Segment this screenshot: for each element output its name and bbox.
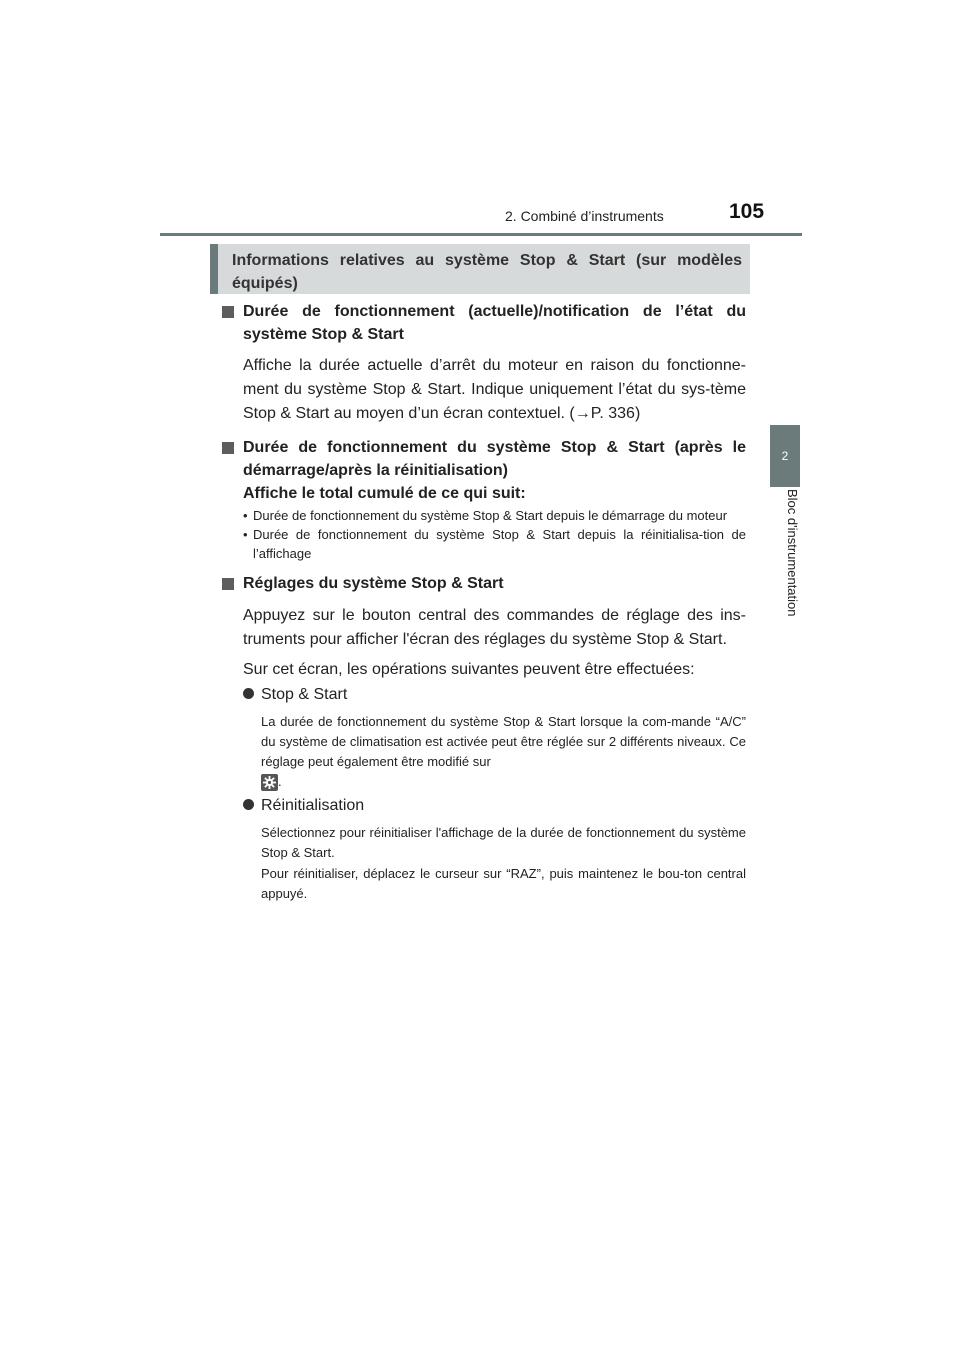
page-content (222, 300, 746, 904)
note-reinitialisation-2: Pour réinitialiser, déplacez le curseur sur “RAZ”, puis maintenez le bou-ton central appuyé. (261, 866, 746, 901)
section-header (210, 244, 750, 294)
round-bullet-icon (243, 799, 254, 810)
paragraph-reglages-1: Appuyez sur le bouton central des commandes de réglage des ins-truments pour afficher l'écran des réglages du système Stop & Start. (243, 607, 746, 648)
paragraph-duree-actuelle: Affiche la durée actuelle d’arrêt du moteur en raison du fonctionne-ment du système Stop & Start. Indique uniquement l’état du sys-tème Stop & Start au moyen d’un écran contextuel. (→P. 336) (243, 357, 746, 422)
option-label: Stop & Start (261, 686, 348, 703)
section-title: Informations relatives au système Stop & Start (sur modèles équipés) (232, 252, 742, 292)
chapter-tab-label-text: Bloc d'instrumentation (785, 489, 800, 617)
list-item-text: Durée de fonctionnement du système Stop & Start depuis la réinitialisa-tion de l’affichage (253, 527, 746, 561)
square-bullet-icon (222, 306, 234, 318)
square-bullet-icon (222, 578, 234, 590)
note-stop-start (222, 712, 746, 792)
heading-text: Réglages du système Stop & Start (243, 575, 504, 592)
note-text: La durée de fonctionnement du système Stop & Start lorsque la com-mande “A/C” du système de climatisation est activée peut être réglée sur 2 différents niveaux. Ce réglage peut également être modifié sur (261, 714, 746, 769)
note-text-end: . (278, 774, 282, 789)
heading-text: Durée de fonctionnement (actuelle)/notification de l’état du système Stop & Start (243, 303, 746, 343)
option-reinitialisation (222, 794, 746, 817)
header-rule (160, 233, 802, 236)
heading-reglages (222, 572, 746, 595)
paragraph-reglages-2: Sur cet écran, les opérations suivantes peuvent être effectuées: (243, 661, 695, 678)
option-stop-start (222, 683, 746, 706)
chapter-tab: 2 (770, 425, 800, 487)
page-number: 105 (729, 200, 765, 223)
round-bullet-icon (243, 688, 254, 699)
chapter-tab-label (770, 489, 800, 639)
list-item (222, 506, 746, 525)
list-item (222, 525, 746, 563)
note-reinitialisation-1: Sélectionnez pour réinitialiser l'affichage de la durée de fonctionnement du système Stop & Start. (261, 825, 746, 860)
square-bullet-icon (222, 442, 234, 454)
bullet-dot: • (243, 527, 248, 542)
heading-duree-actuelle (222, 300, 746, 346)
settings-gear-icon (261, 774, 278, 791)
bullet-dot: • (243, 508, 248, 523)
list-item-text: Durée de fonctionnement du système Stop & Start depuis le démarrage du moteur (253, 508, 728, 523)
chapter-title: 2. Combiné d’instruments (505, 208, 664, 224)
heading-text: Durée de fonctionnement du système Stop & Start (après le démarrage/après la réinitialisation) (243, 439, 746, 479)
heading-duree-cumul (222, 436, 746, 482)
option-label: Réinitialisation (261, 797, 365, 814)
subheading-duree-cumul (222, 482, 746, 505)
subheading-text: Affiche le total cumulé de ce qui suit: (243, 485, 526, 502)
